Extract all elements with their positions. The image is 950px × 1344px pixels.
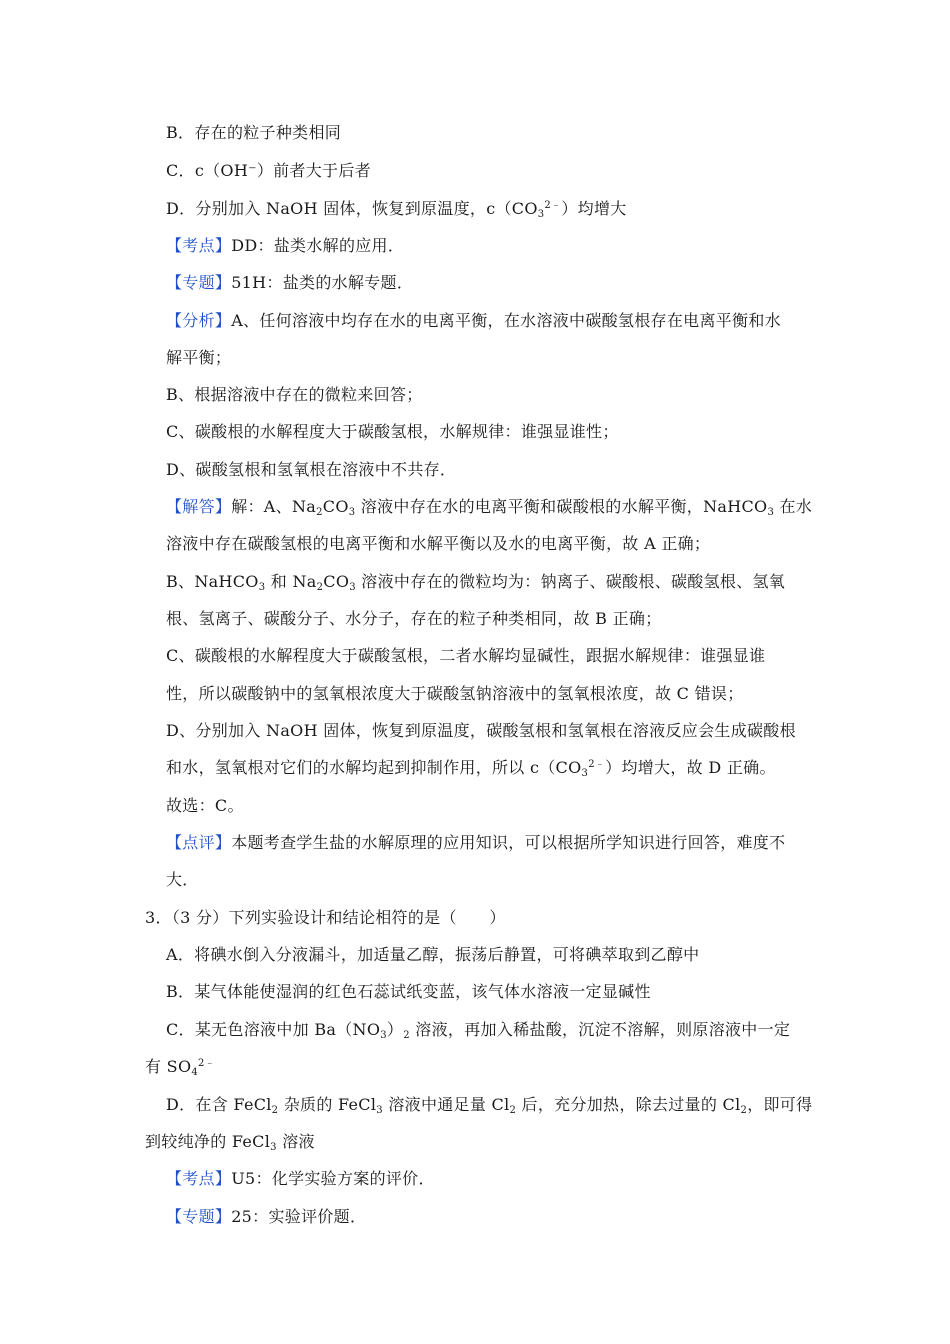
zhuanti-tag: 【专题】 bbox=[166, 1207, 232, 1226]
q2-jieda-a-cont: 溶液中存在碳酸氢根的电离平衡和水解平衡以及水的电离平衡，故 A 正确； bbox=[166, 534, 711, 553]
jieda-tag: 【解答】 bbox=[166, 497, 232, 516]
q2-jieda-a: 【解答】解：A、$Na_2CO_3$ 溶液中存在水的电离平衡和碳酸根的水解平衡，NaHCO$_3$ 在水 bbox=[166, 497, 813, 518]
q2-zhuanti: 【专题】51H：盐类的水解专题． bbox=[166, 273, 414, 292]
fenxi-tag: 【分析】 bbox=[166, 311, 232, 330]
q3-option-c-cont: 有 $SO_4^{2﹣}$ bbox=[145, 1057, 216, 1078]
q2-kaodian: 【考点】DD：盐类水解的应用． bbox=[166, 236, 405, 255]
q2-jieda-d: D、分别加入 NaOH 固体，恢复到原温度，碳酸氢根和氢氧根在溶液反应会生成碳酸根 bbox=[166, 721, 796, 740]
q3-zhuanti: 【专题】25：实验评价题． bbox=[166, 1207, 367, 1226]
dianping-tag: 【点评】 bbox=[166, 833, 232, 852]
q2-fenxi-c: C、碳酸根的水解程度大于碳酸氢根，水解规律：谁强显谁性； bbox=[166, 422, 619, 441]
q2-fenxi-d: D、碳酸氢根和氢氧根在溶液中不共存． bbox=[166, 460, 457, 479]
q2-fenxi-cont: 解平衡； bbox=[166, 348, 232, 367]
q3-option-d: D．在含 FeCl$_2$ 杂质的 FeCl$_3$ 溶液中通足量 $Cl_2$ 后，充分加热，除去过量的 $Cl_2$，即可得 bbox=[166, 1095, 813, 1116]
q2-jieda-c-cont: 性，所以碳酸钠中的氢氧根浓度大于碳酸氢钠溶液中的氢氧根浓度，故 C 错误； bbox=[166, 684, 744, 703]
q2-fenxi-b: B、根据溶液中存在的微粒来回答； bbox=[166, 385, 423, 404]
kaodian-tag: 【考点】 bbox=[166, 1169, 232, 1188]
kaodian-tag: 【考点】 bbox=[166, 236, 232, 255]
q3-option-a: A．将碘水倒入分液漏斗，加适量乙醇，振荡后静置，可将碘萃取到乙醇中 bbox=[166, 945, 700, 964]
q2-dianping-cont: 大． bbox=[166, 870, 199, 889]
q2-jieda-b-cont: 根、氢离子、碳酸分子、水分子，存在的粒子种类相同，故 B 正确； bbox=[166, 609, 662, 628]
q3-stem: 3．（3 分）下列实验设计和结论相符的是（ ） bbox=[145, 908, 506, 927]
q2-jieda-d-cont: 和水，氢氧根对它们的水解均起到抑制作用，所以 $c(CO_3^{2﹣})$均增大，故 D 正确。 bbox=[166, 758, 776, 779]
zhuanti-tag: 【专题】 bbox=[166, 273, 232, 292]
q2-option-b: B．存在的粒子种类相同 bbox=[166, 123, 342, 142]
q3-option-c: C．某无色溶液中加 $Ba(NO_3)_2$ 溶液，再加入稀盐酸，沉淀不溶解，则原溶液中一定 bbox=[166, 1020, 791, 1041]
q2-dianping: 【点评】本题考查学生盐的水解原理的应用知识，可以根据所学知识进行回答，难度不 bbox=[166, 833, 786, 852]
q2-jieda-b: B、NaHCO$_3$ 和 $Na_2CO_3$ 溶液中存在的微粒均为：钠离子、碳酸根、碳酸氢根、氢氧 bbox=[166, 572, 786, 593]
q3-option-d-cont: 到较纯净的 FeCl$_3$ 溶液 bbox=[145, 1132, 315, 1153]
q2-option-c: C．c（OH⁻）前者大于后者 bbox=[166, 161, 371, 180]
q2-jieda-c: C、碳酸根的水解程度大于碳酸氢根，二者水解均显碱性，跟据水解规律：谁强显谁 bbox=[166, 646, 766, 665]
q2-option-d: D．分别加入 NaOH 固体，恢复到原温度，$c(CO_3^{2﹣})$均增大 bbox=[166, 199, 627, 220]
q3-option-b: B．某气体能使湿润的红色石蕊试纸变蓝，该气体水溶液一定显碱性 bbox=[166, 982, 651, 1001]
q2-guxuan: 故选：C。 bbox=[166, 796, 244, 815]
q3-kaodian: 【考点】U5：化学实验方案的评价． bbox=[166, 1169, 435, 1188]
q2-fenxi: 【分析】A、任何溶液中均存在水的电离平衡，在水溶液中碳酸氢根存在电离平衡和水 bbox=[166, 311, 781, 330]
